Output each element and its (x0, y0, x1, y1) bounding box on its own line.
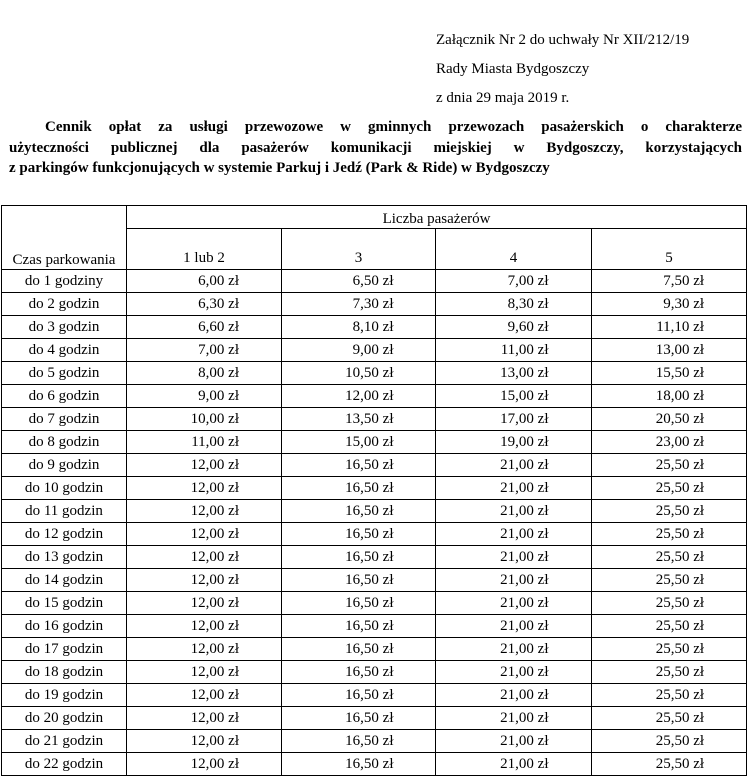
price-value: 16,50 zł (345, 502, 394, 519)
price-cell (436, 753, 592, 776)
price-value: 25,50 zł (655, 479, 705, 496)
price-cell (282, 431, 436, 454)
price-cell (592, 293, 747, 316)
price-value: 21,00 zł (500, 502, 549, 519)
price-cell (127, 569, 282, 592)
price-value: 12,00 zł (190, 456, 239, 473)
annex-issuer: Rady Miasta Bydgoszczy (436, 61, 590, 77)
price-cell (282, 753, 436, 776)
table-row (2, 500, 747, 523)
price-value: 16,50 zł (345, 525, 394, 542)
table-row (2, 546, 747, 569)
price-cell (282, 661, 436, 684)
price-cell (282, 546, 436, 569)
price-cell (282, 362, 436, 385)
price-cell (592, 707, 747, 730)
price-cell (127, 661, 282, 684)
price-value: 16,50 zł (345, 594, 394, 611)
row-label: do 21 godzin (2, 730, 127, 753)
price-value: 12,00 zł (190, 548, 239, 565)
price-cell (127, 362, 282, 385)
price-cell (282, 638, 436, 661)
price-cell (282, 316, 436, 339)
price-cell (436, 385, 592, 408)
price-cell (127, 431, 282, 454)
price-value: 21,00 zł (500, 479, 549, 496)
price-value: 11,00 zł (500, 341, 549, 358)
price-value: 25,50 zł (655, 548, 705, 565)
row-label: do 8 godzin (2, 431, 127, 454)
price-cell (436, 431, 592, 454)
price-value: 25,50 zł (655, 686, 705, 703)
column-header-3: 3 (282, 229, 436, 270)
price-cell (127, 684, 282, 707)
price-value: 25,50 zł (655, 755, 705, 772)
price-value: 21,00 zł (500, 594, 549, 611)
price-cell (436, 316, 592, 339)
table-row (2, 293, 747, 316)
price-value: 12,00 zł (190, 525, 239, 542)
price-cell (592, 615, 747, 638)
price-cell (592, 753, 747, 776)
row-label: do 11 godzin (2, 500, 127, 523)
price-value: 12,00 zł (190, 686, 239, 703)
price-value: 6,30 zł (198, 295, 239, 312)
price-value: 25,50 zł (655, 571, 705, 588)
price-value: 7,30 zł (352, 295, 394, 312)
table-row (2, 638, 747, 661)
price-value: 7,50 zł (663, 272, 705, 289)
price-cell (127, 477, 282, 500)
column-header-1-2: 1 lub 2 (127, 229, 282, 270)
parking-time-header: Czas parkowania (2, 206, 127, 270)
price-cell (592, 592, 747, 615)
price-value: 21,00 zł (500, 456, 549, 473)
title-line-3: z parkingów funkcjonujących w systemie Parkuj i Jedź (Park & Ride) w Bydgoszczy (9, 160, 550, 176)
price-cell (127, 592, 282, 615)
price-cell (127, 316, 282, 339)
price-table (1, 205, 747, 776)
table-body (2, 270, 747, 776)
price-value: 12,00 zł (190, 617, 239, 634)
price-cell (282, 270, 436, 293)
price-cell (592, 385, 747, 408)
price-value: 16,50 zł (345, 663, 394, 680)
price-value: 25,50 zł (655, 732, 705, 749)
document-title (9, 117, 742, 179)
price-value: 20,50 zł (655, 410, 705, 427)
row-label: do 13 godzin (2, 546, 127, 569)
price-value: 25,50 zł (655, 456, 705, 473)
price-cell (127, 454, 282, 477)
price-cell (127, 270, 282, 293)
row-label: do 18 godzin (2, 661, 127, 684)
row-label: do 12 godzin (2, 523, 127, 546)
price-cell (436, 454, 592, 477)
price-value: 12,00 zł (190, 502, 239, 519)
price-value: 25,50 zł (655, 709, 705, 726)
price-value: 15,00 zł (500, 387, 549, 404)
column-header-4: 4 (436, 229, 592, 270)
price-value: 25,50 zł (655, 663, 705, 680)
price-cell (127, 753, 282, 776)
price-cell (127, 730, 282, 753)
price-value: 9,60 zł (507, 318, 549, 335)
price-value: 15,00 zł (345, 433, 394, 450)
price-value: 21,00 zł (500, 709, 549, 726)
table-row (2, 408, 747, 431)
price-cell (436, 408, 592, 431)
price-cell (436, 569, 592, 592)
price-value: 12,00 zł (190, 663, 239, 680)
table-row (2, 615, 747, 638)
table-row (2, 431, 747, 454)
price-value: 6,60 zł (198, 318, 239, 335)
row-label: do 19 godzin (2, 684, 127, 707)
price-value: 12,00 zł (190, 640, 239, 657)
price-value: 12,00 zł (190, 755, 239, 772)
price-cell (282, 500, 436, 523)
price-cell (282, 592, 436, 615)
price-cell (592, 339, 747, 362)
price-cell (592, 638, 747, 661)
price-cell (592, 661, 747, 684)
price-value: 8,00 zł (198, 364, 239, 381)
price-value: 15,50 zł (655, 364, 705, 381)
price-value: 16,50 zł (345, 456, 394, 473)
price-value: 11,10 zł (656, 318, 705, 335)
price-value: 10,50 zł (345, 364, 394, 381)
price-cell (592, 569, 747, 592)
price-cell (282, 615, 436, 638)
price-cell (282, 684, 436, 707)
price-cell (282, 385, 436, 408)
price-cell (592, 684, 747, 707)
price-value: 21,00 zł (500, 548, 549, 565)
row-label: do 10 godzin (2, 477, 127, 500)
price-value: 7,00 zł (198, 341, 239, 358)
row-label: do 16 godzin (2, 615, 127, 638)
row-label: do 4 godzin (2, 339, 127, 362)
price-cell (436, 339, 592, 362)
price-value: 16,50 zł (345, 732, 394, 749)
price-value: 9,30 zł (663, 295, 705, 312)
price-value: 16,50 zł (345, 755, 394, 772)
annex-reference (436, 26, 689, 113)
price-value: 13,00 zł (655, 341, 705, 358)
table-row (2, 316, 747, 339)
price-value: 16,50 zł (345, 686, 394, 703)
price-value: 25,50 zł (655, 617, 705, 634)
price-cell (436, 592, 592, 615)
row-label: do 15 godzin (2, 592, 127, 615)
row-label: do 6 godzin (2, 385, 127, 408)
price-value: 12,00 zł (190, 571, 239, 588)
price-cell (127, 293, 282, 316)
price-cell (592, 477, 747, 500)
price-cell (436, 615, 592, 638)
row-label: do 14 godzin (2, 569, 127, 592)
price-cell (592, 316, 747, 339)
price-cell (436, 661, 592, 684)
price-cell (436, 638, 592, 661)
title-line-2: użyteczności publicznej dla pasażerów komunikacji miejskiej w Bydgoszczy, korzystających (9, 139, 742, 156)
price-cell (127, 615, 282, 638)
price-cell (592, 523, 747, 546)
price-cell (436, 730, 592, 753)
price-value: 21,00 zł (500, 640, 549, 657)
price-cell (436, 684, 592, 707)
price-cell (282, 408, 436, 431)
price-cell (127, 339, 282, 362)
price-cell (592, 408, 747, 431)
table-row (2, 454, 747, 477)
table-header-row (2, 206, 747, 229)
passenger-count-header: Liczba pasażerów (127, 206, 747, 229)
price-value: 25,50 zł (655, 594, 705, 611)
table-row (2, 730, 747, 753)
table-row (2, 523, 747, 546)
price-value: 10,00 zł (190, 410, 239, 427)
row-label: do 9 godzin (2, 454, 127, 477)
price-cell (282, 569, 436, 592)
price-value: 9,00 zł (352, 341, 394, 358)
price-value: 21,00 zł (500, 686, 549, 703)
price-value: 16,50 zł (345, 571, 394, 588)
row-label: do 17 godzin (2, 638, 127, 661)
row-label: do 3 godzin (2, 316, 127, 339)
price-cell (282, 523, 436, 546)
price-cell (282, 293, 436, 316)
price-value: 19,00 zł (500, 433, 549, 450)
price-value: 16,50 zł (345, 640, 394, 657)
price-cell (436, 477, 592, 500)
price-value: 21,00 zł (500, 571, 549, 588)
price-cell (127, 408, 282, 431)
price-cell (127, 385, 282, 408)
row-label: do 20 godzin (2, 707, 127, 730)
annex-date: z dnia 29 maja 2019 r. (436, 90, 570, 106)
price-value: 16,50 zł (345, 479, 394, 496)
price-value: 12,00 zł (345, 387, 394, 404)
price-value: 12,00 zł (190, 479, 239, 496)
price-value: 23,00 zł (655, 433, 705, 450)
table-row (2, 569, 747, 592)
price-cell (592, 431, 747, 454)
table-row (2, 477, 747, 500)
price-value: 16,50 zł (345, 709, 394, 726)
price-cell (592, 454, 747, 477)
price-value: 21,00 zł (500, 755, 549, 772)
price-cell (436, 293, 592, 316)
price-cell (127, 638, 282, 661)
price-cell (592, 500, 747, 523)
row-label: do 5 godzin (2, 362, 127, 385)
price-value: 16,50 zł (345, 548, 394, 565)
table-row (2, 339, 747, 362)
price-value: 11,00 zł (191, 433, 239, 450)
price-value: 8,10 zł (352, 318, 394, 335)
price-value: 12,00 zł (190, 709, 239, 726)
row-label: do 7 godzin (2, 408, 127, 431)
table-row (2, 385, 747, 408)
price-cell (436, 500, 592, 523)
price-cell (127, 707, 282, 730)
table-row (2, 661, 747, 684)
table-row (2, 684, 747, 707)
price-cell (592, 730, 747, 753)
price-value: 7,00 zł (507, 272, 549, 289)
table-row (2, 592, 747, 615)
annex-number: Załącznik Nr 2 do uchwały Nr XII/212/19 (436, 32, 690, 48)
price-cell (592, 362, 747, 385)
price-cell (127, 546, 282, 569)
price-value: 21,00 zł (500, 663, 549, 680)
price-cell (282, 730, 436, 753)
row-label: do 22 godzin (2, 753, 127, 776)
row-label: do 2 godzin (2, 293, 127, 316)
price-cell (436, 362, 592, 385)
price-cell (282, 454, 436, 477)
price-value: 21,00 zł (500, 617, 549, 634)
price-value: 13,50 zł (345, 410, 394, 427)
price-value: 9,00 zł (198, 387, 239, 404)
price-cell (436, 707, 592, 730)
price-value: 18,00 zł (655, 387, 705, 404)
price-value: 17,00 zł (500, 410, 549, 427)
price-cell (592, 546, 747, 569)
price-value: 12,00 zł (190, 732, 239, 749)
table-row (2, 707, 747, 730)
price-value: 13,00 zł (500, 364, 549, 381)
price-cell (592, 270, 747, 293)
price-value: 25,50 zł (655, 502, 705, 519)
price-value: 6,00 zł (198, 272, 239, 289)
row-label: do 1 godziny (2, 270, 127, 293)
price-value: 6,50 zł (352, 272, 394, 289)
column-header-5: 5 (592, 229, 747, 270)
price-value: 21,00 zł (500, 732, 549, 749)
table-row (2, 362, 747, 385)
table-row (2, 753, 747, 776)
title-line-1: Cennik opłat za usługi przewozowe w gminnych przewozach pasażerskich o charakterze (45, 119, 742, 135)
price-value: 8,30 zł (507, 295, 549, 312)
price-value: 16,50 zł (345, 617, 394, 634)
price-cell (282, 339, 436, 362)
price-cell (127, 523, 282, 546)
price-cell (282, 477, 436, 500)
price-value: 25,50 zł (655, 525, 705, 542)
price-value: 12,00 zł (190, 594, 239, 611)
price-cell (282, 707, 436, 730)
price-cell (436, 523, 592, 546)
table-row (2, 270, 747, 293)
price-cell (127, 500, 282, 523)
price-value: 25,50 zł (655, 640, 705, 657)
price-cell (436, 270, 592, 293)
price-value: 21,00 zł (500, 525, 549, 542)
price-cell (436, 546, 592, 569)
